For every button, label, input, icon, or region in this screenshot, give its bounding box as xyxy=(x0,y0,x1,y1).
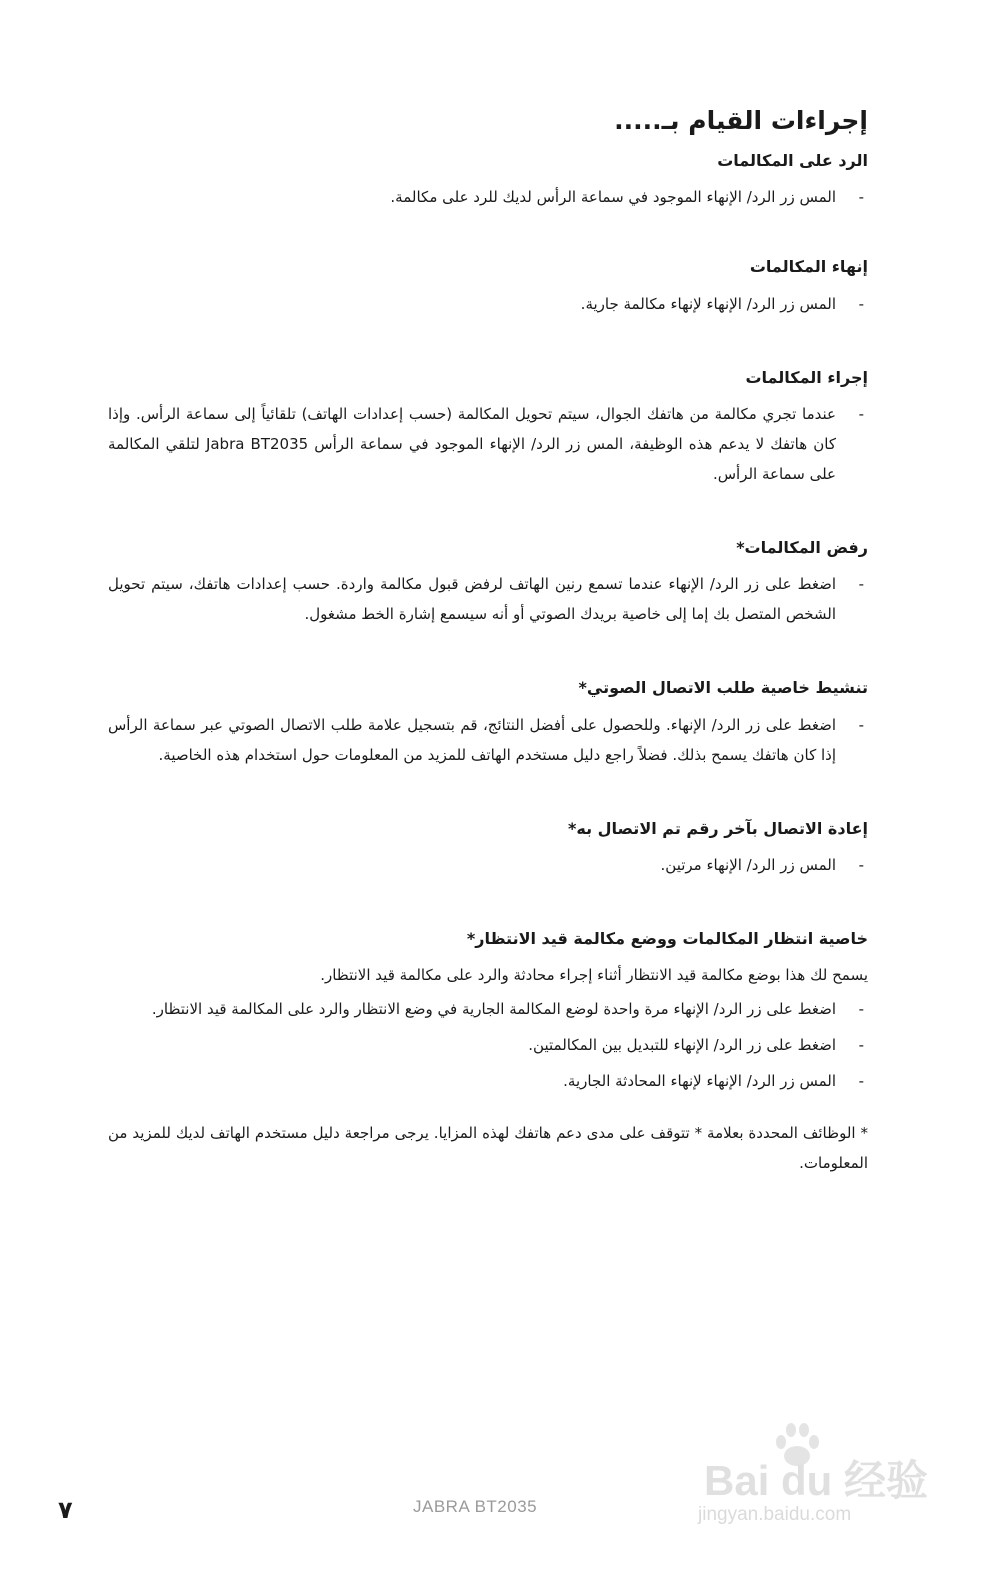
list-item xyxy=(108,710,868,770)
section-title: الرد على المكالمات xyxy=(717,150,868,170)
list-item-text: اضغط على زر الرد/ الإنهاء للتبديل بين المكالمتين. xyxy=(528,1036,836,1055)
bullet-dash: - xyxy=(858,1036,864,1055)
instruction-list xyxy=(108,289,868,319)
bullet-dash: - xyxy=(858,294,864,313)
section-intro: يسمح لك هذا بوضع مكالمة قيد الانتظار أثناء إجراء محادثة والرد على مكالمة قيد الانتظار. xyxy=(320,966,868,985)
list-item xyxy=(108,399,868,489)
instruction-list xyxy=(108,182,868,212)
bullet-dash: - xyxy=(858,715,864,734)
list-item-text: المس زر الرد/ الإنهاء لإنهاء المحادثة الجارية. xyxy=(563,1072,836,1091)
page-title: إجراءات القيام بـ..... xyxy=(614,106,868,135)
section-title: خاصية انتظار المكالمات ووضع مكالمة قيد الانتظار* xyxy=(466,929,868,949)
bullet-dash: - xyxy=(858,404,864,423)
section-reject-calls xyxy=(108,537,868,629)
watermark xyxy=(692,1420,932,1530)
section-make-calls xyxy=(108,367,868,489)
bullet-dash: - xyxy=(858,575,864,594)
footnote: * الوظائف المحددة بعلامة * تتوقف على مدى دعم هاتفك لهذه المزايا. يرجى مراجعة دليل مستخدم الهاتف لديك للمزيد من المعلومات. xyxy=(108,1124,868,1173)
instruction-list xyxy=(108,569,868,629)
section-title: إجراء المكالمات xyxy=(745,367,868,387)
instruction-list xyxy=(108,850,868,880)
section-title: إعادة الاتصال بآخر رقم تم الاتصال به* xyxy=(568,818,868,838)
list-item-text: اضغط على زر الرد/ الإنهاء. وللحصول على أفضل النتائج، قم بتسجيل علامة طلب الاتصال الصوتي عبر سماعة الرأس إذا كان هاتفك يسمح بذلك. فضلاً راجع دليل مستخدم الهاتف للمزيد من المعلومات حول استخدام هذه الخاصية. xyxy=(108,715,836,764)
list-item xyxy=(108,994,868,1024)
list-item-text: عندما تجري مكالمة من هاتفك الجوال، سيتم تحويل المكالمة (حسب إعدادات الهاتف) تلقائياً إلى سماعة الرأس. وإذا كان هاتفك لا يدعم هذه الوظيفة، المس زر الرد/ الإنهاء الموجود في سماعة الرأس Jabra BT2035 لتلقي المكالمة على سماعة الرأس. xyxy=(108,404,836,483)
bullet-dash: - xyxy=(858,856,864,875)
list-item xyxy=(108,850,868,880)
list-item xyxy=(108,289,868,319)
watermark-url: jingyan.baidu.com xyxy=(698,1504,852,1525)
section-title: رفض المكالمات* xyxy=(736,537,868,557)
section-title: إنهاء المكالمات xyxy=(749,257,868,277)
footer-brand: JABRA BT2035 xyxy=(413,1497,538,1516)
list-item-text: المس زر الرد/ الإنهاء لإنهاء مكالمة جارية. xyxy=(580,294,836,313)
document-body xyxy=(108,104,868,1193)
list-item-text: المس زر الرد/ الإنهاء مرتين. xyxy=(660,856,836,875)
instruction-list xyxy=(108,994,868,1096)
list-item-text: المس زر الرد/ الإنهاء الموجود في سماعة الرأس لديك للرد على مكالمة. xyxy=(390,188,836,207)
instruction-list xyxy=(108,710,868,770)
section-voice-dialing xyxy=(108,677,868,769)
section-redial xyxy=(108,818,868,880)
bullet-dash: - xyxy=(858,188,864,207)
bullet-dash: - xyxy=(858,1000,864,1019)
section-title: تنشيط خاصية طلب الاتصال الصوتي* xyxy=(578,678,868,698)
instruction-list xyxy=(108,399,868,489)
section-answer-calls xyxy=(108,150,868,212)
list-item-text: اضغط على زر الرد/ الإنهاء عندما تسمع رنين الهاتف لرفض قبول مكالمة واردة. حسب إعدادات هاتفك، سيتم تحويل الشخص المتصل بك إما إلى خاصية بريدك الصوتي أو أنه سيسمع إشارة الخط مشغول. xyxy=(108,575,836,624)
section-end-calls xyxy=(108,256,868,318)
list-item xyxy=(108,1066,868,1096)
list-item-text: اضغط على زر الرد/ الإنهاء مرة واحدة لوضع المكالمة الجارية في وضع الانتظار والرد على المكالمة قيد الانتظار. xyxy=(151,1000,836,1019)
list-item xyxy=(108,1030,868,1060)
list-item xyxy=(108,569,868,629)
watermark-brand: Bai du 经验 xyxy=(704,1457,929,1504)
bullet-dash: - xyxy=(858,1072,864,1091)
page-number: ٧ xyxy=(58,1496,73,1524)
list-item xyxy=(108,182,868,212)
section-call-waiting xyxy=(108,928,868,1096)
